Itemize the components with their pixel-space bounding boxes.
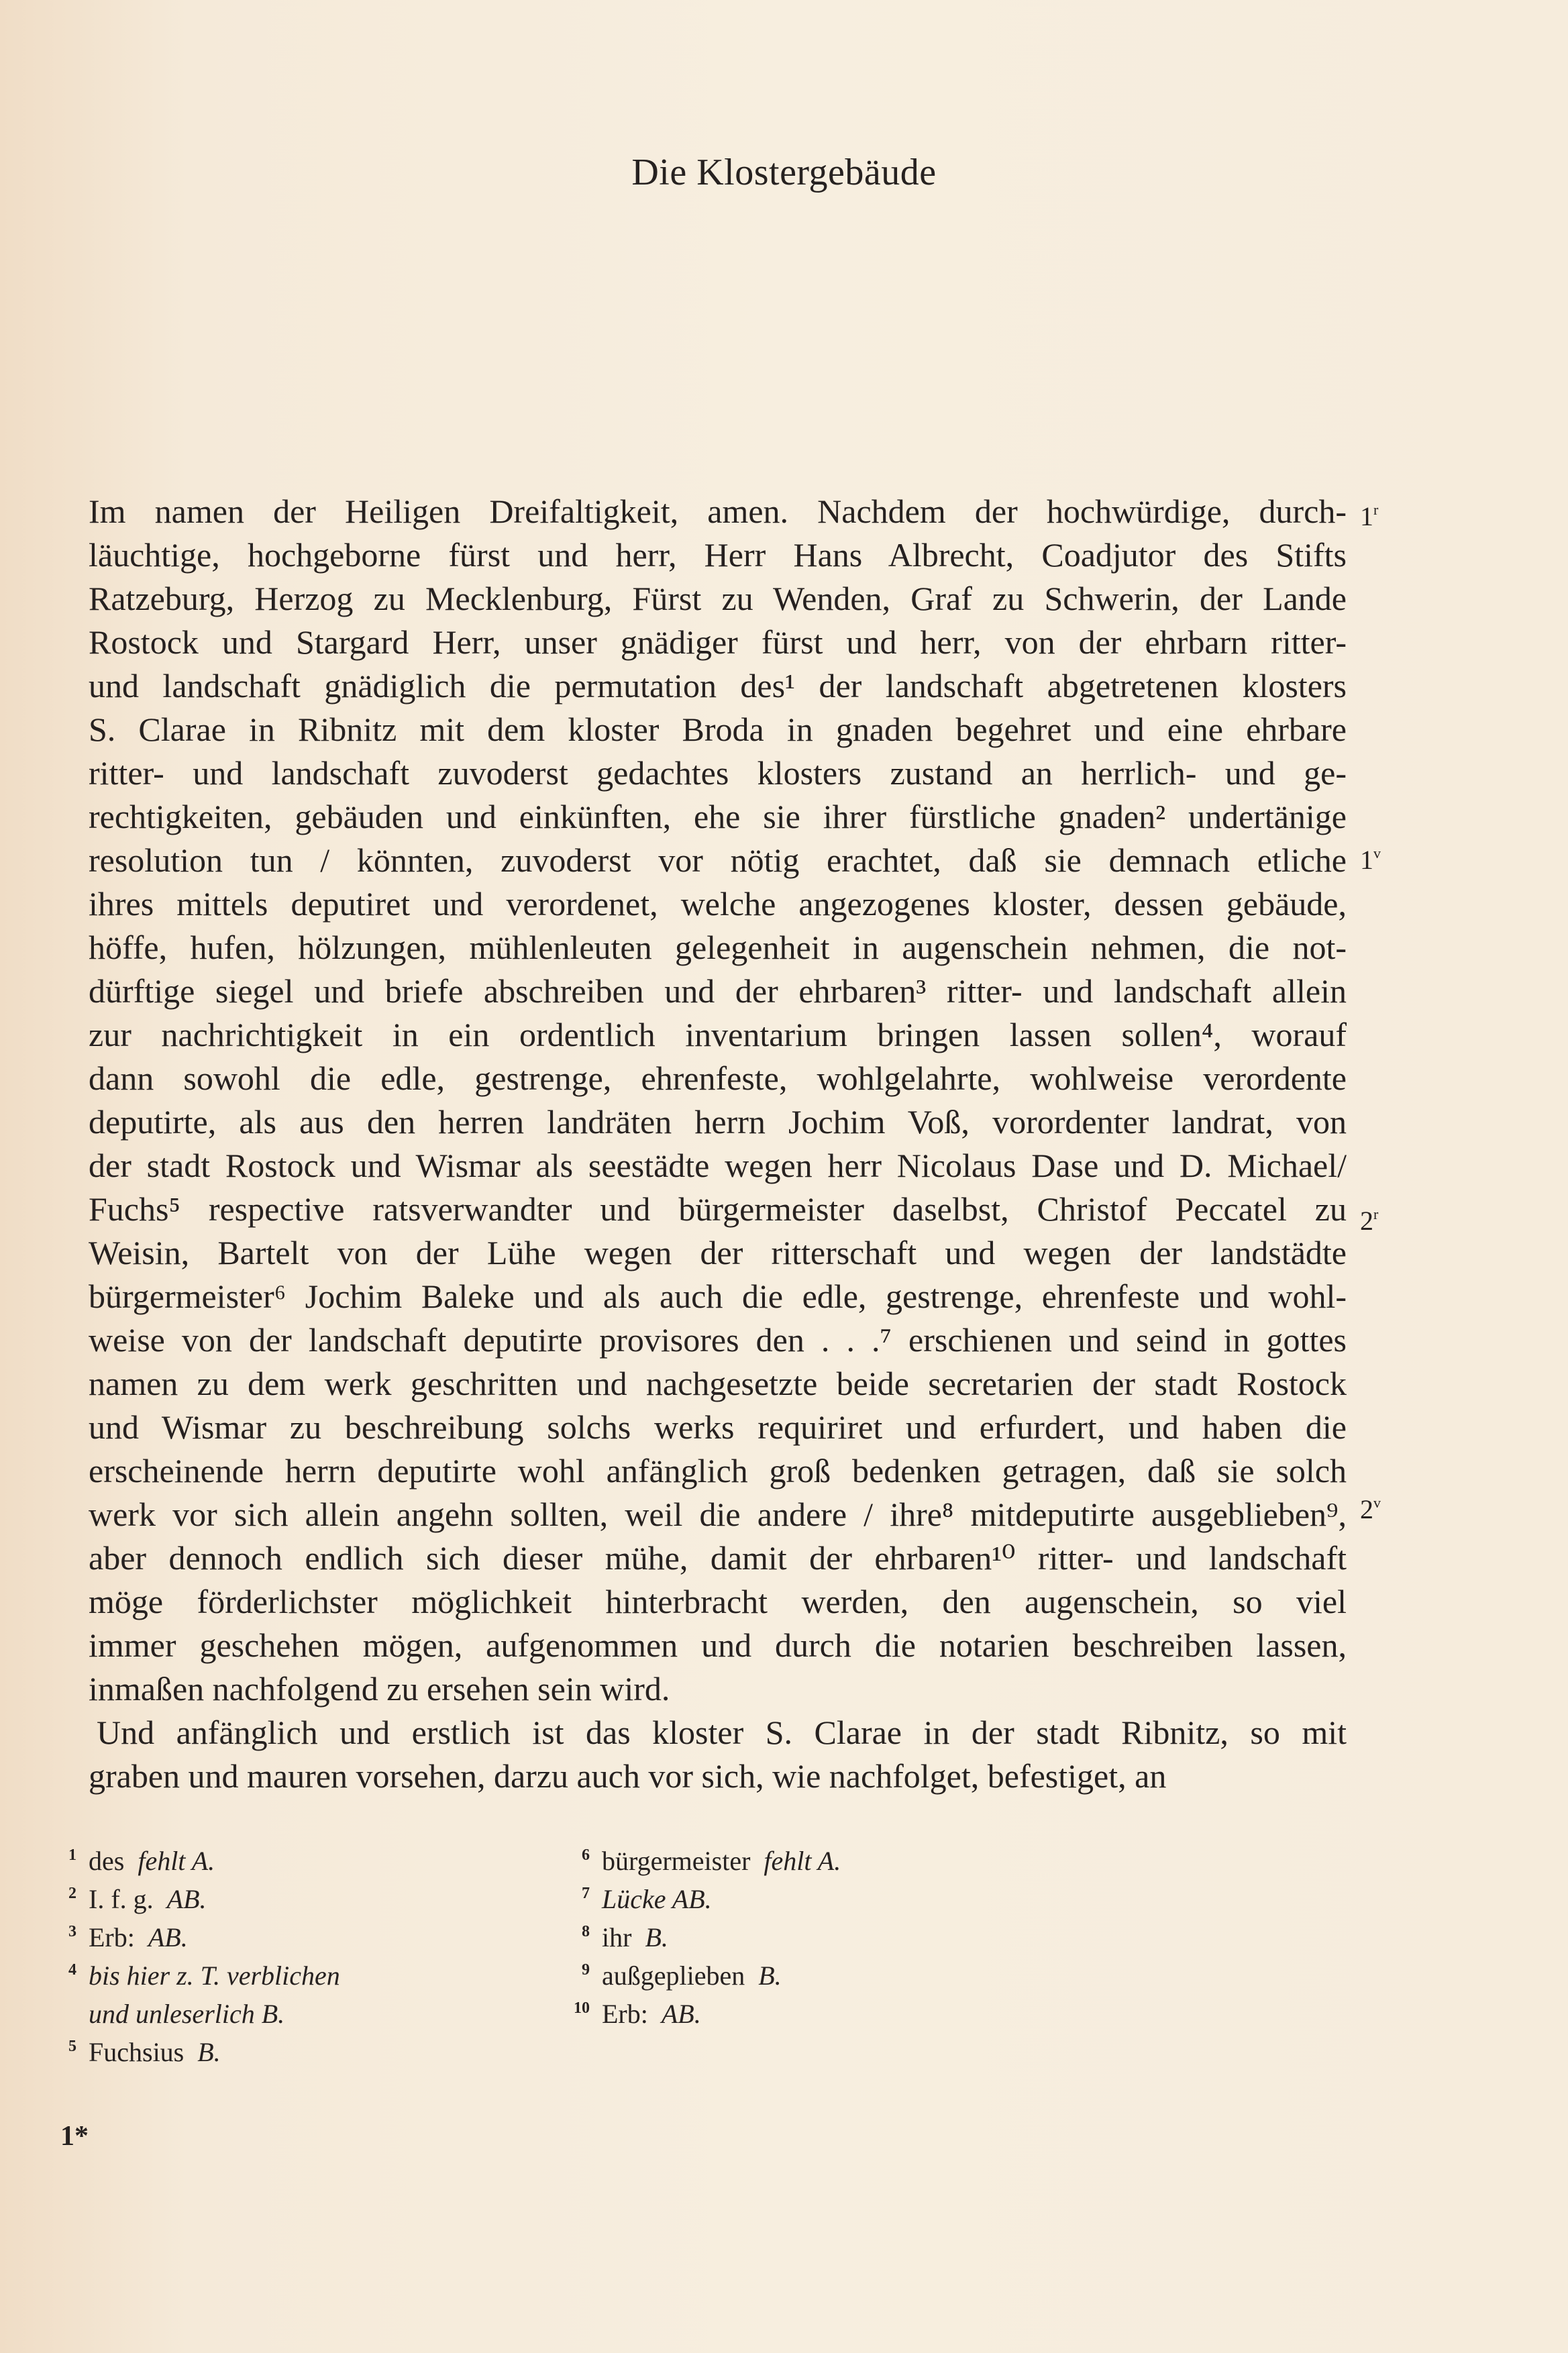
text-line: und Wismar zu beschreibung solchs werks requiriret und erfurdert, und haben die (89, 1408, 1347, 1446)
footnote-text: bürgermeister (602, 1846, 757, 1876)
folio-mark: 1$^v$ (1360, 845, 1381, 875)
text-line: zur nachrichtigkeit in ein ordentlich inventarium bringen lassen sollen⁴, worauf (89, 1016, 1347, 1053)
page-title: Die Klostergebäude (631, 152, 937, 193)
footnote-number: 9 (582, 1961, 590, 1979)
footnote (567, 1918, 1037, 1956)
text-line: namen zu dem werk geschritten und nachgesetzte beide secretarien der stadt Rostock (89, 1365, 1347, 1402)
text-line: Rostock und Stargard Herr, unser gnädiger fürst und herr, von der ehrbarn ritter- (89, 623, 1347, 661)
text-line: höffe, hufen, hölzungen, mühlenleuten gelegenheit in augenschein nehmen, die not- (89, 929, 1347, 966)
text-line: graben und mauren vorsehen, darzu auch vor sich, wie nachfolget, befestiget, an (89, 1757, 1167, 1795)
page-number: 1* (60, 2121, 89, 2152)
text-line: immer geschehen mögen, aufgenommen und durch die notarien beschreiben lassen, (89, 1626, 1347, 1664)
footnotes-left-column (54, 1842, 523, 2071)
footnote-italic-text: B. (645, 1922, 668, 1952)
footnote-italic-text: AB. (148, 1922, 188, 1952)
text-line: resolution tun / könnten, zuvoderst vor nötig erachtet, daß sie demnach etliche (89, 841, 1347, 879)
footnote-text: Fuchsius (89, 2037, 191, 2067)
footnote-text: Erb: (89, 1922, 142, 1952)
text-line: aber dennoch endlich sich dieser mühe, damit der ehrbaren¹⁰ ritter- und landschaft (89, 1539, 1347, 1577)
footnote-italic-text: fehlt A. (764, 1846, 841, 1876)
folio-mark: 2$^r$ (1360, 1206, 1379, 1236)
main-text (89, 490, 1347, 1798)
text-line: inmaßen nachfolgend zu ersehen sein wird. (89, 1670, 670, 1708)
footnote-text: ihr (602, 1922, 639, 1952)
footnote (567, 1842, 1037, 1880)
footnote-text: außgeplieben (602, 1960, 752, 1991)
text-line: ritter- und landschaft zuvoderst gedachtes klosters zustand an herrlich- und ge- (89, 754, 1347, 792)
text-line: erscheinende herrn deputirte wohl anfänglich groß bedenken getragen, daß sie solch (89, 1452, 1347, 1489)
footnote-italic-text: Lücke AB. (602, 1884, 712, 1914)
text-line: rechtigkeiten, gebäuden und einkünften, ehe sie ihrer fürstliche gnaden² undertänige (89, 798, 1347, 835)
text-line: Weisin, Bartelt von der Lühe wegen der ritterschaft und wegen der landstädte (89, 1234, 1347, 1271)
text-line: dürftige siegel und briefe abschreiben und der ehrbaren³ ritter- und landschaft allein (89, 972, 1347, 1010)
footnote-italic-text: und unleserlich B. (89, 1999, 285, 2029)
footnote (567, 1956, 1037, 1995)
footnote (567, 1880, 1037, 1918)
footnote (54, 1842, 523, 1880)
text-line: möge förderlichster möglichkeit hinterbracht werden, den augenschein, so viel (89, 1583, 1347, 1620)
footnote-number: 4 (68, 1961, 76, 1979)
text-line: werk vor sich allein angehn sollten, weil die andere / ihre⁸ mitdeputirte ausgeblieben⁹, (89, 1496, 1347, 1533)
text-line: Im namen der Heiligen Dreifaltigkeit, amen. Nachdem der hochwürdige, durch- (89, 492, 1347, 530)
footnote (54, 1880, 523, 1918)
text-line: S. Clarae in Ribnitz mit dem kloster Broda in gnaden begehret und eine ehrbare (89, 711, 1347, 748)
text-line: ihres mittels deputiret und verordenet, welche angezogenes kloster, dessen gebäude, (89, 885, 1347, 923)
footnote-number: 8 (582, 1923, 590, 1940)
footnote-number: 5 (68, 2038, 76, 2055)
footnote-italic-text: AB. (661, 1999, 701, 2029)
text-line: Und anfänglich und erstlich ist das kloster S. Clarae in der stadt Ribnitz, so mit (97, 1714, 1347, 1751)
text-line: deputirte, als aus den herren landräten herrn Jochim Voß, vorordenter landrat, von (89, 1103, 1347, 1141)
folio-mark: 2$^v$ (1360, 1494, 1381, 1524)
footnote (54, 1918, 523, 1956)
footnote-number: 7 (582, 1885, 590, 1902)
footnote-number: 6 (582, 1846, 590, 1864)
footnote (54, 2033, 523, 2071)
footnote-number: 2 (68, 1885, 76, 1902)
text-line: läuchtige, hochgeborne fürst und herr, Herr Hans Albrecht, Coadjutor des Stifts (89, 536, 1347, 574)
footnote-number: 3 (68, 1923, 76, 1940)
footnote-italic-text: B. (197, 2037, 221, 2067)
footnote-text: des (89, 1846, 132, 1876)
text-line: weise von der landschaft deputirte provisores den . . .⁷ erschienen und seind in gottes (89, 1321, 1347, 1359)
text-line: der stadt Rostock und Wismar als seestädte wegen herr Nicolaus Dase und D. Michael/ (89, 1147, 1347, 1184)
footnote-text: I. f. g. (89, 1884, 160, 1914)
footnote-number: 10 (574, 1999, 590, 2017)
footnotes-right-column (567, 1842, 1037, 2033)
text-line: und landschaft gnädiglich die permutation des¹ der landschaft abgetretenen klosters (89, 667, 1347, 704)
footnote-italic-text: AB. (166, 1884, 207, 1914)
footnote-text: Erb: (602, 1999, 655, 2029)
folio-mark: 1$^r$ (1360, 501, 1379, 531)
footnote-italic-text: B. (758, 1960, 782, 1991)
text-line: bürgermeister⁶ Jochim Baleke und als auch die edle, gestrenge, ehrenfeste und wohl- (89, 1277, 1347, 1315)
text-line: dann sowohl die edle, gestrenge, ehrenfeste, wohlgelahrte, wohlweise verordente (89, 1059, 1347, 1097)
footnote (54, 1995, 523, 2033)
footnote (567, 1995, 1037, 2033)
footnote-italic-text: bis hier z. T. verblichen (89, 1960, 340, 1991)
footnote-number: 1 (68, 1846, 76, 1864)
text-line: Fuchs⁵ respective ratsverwandter und bürgermeister daselbst, Christof Peccatel zu (89, 1190, 1347, 1228)
footnote (54, 1956, 523, 1995)
text-line: Ratzeburg, Herzog zu Mecklenburg, Fürst zu Wenden, Graf zu Schwerin, der Lande (89, 580, 1347, 617)
footnote-italic-text: fehlt A. (138, 1846, 215, 1876)
